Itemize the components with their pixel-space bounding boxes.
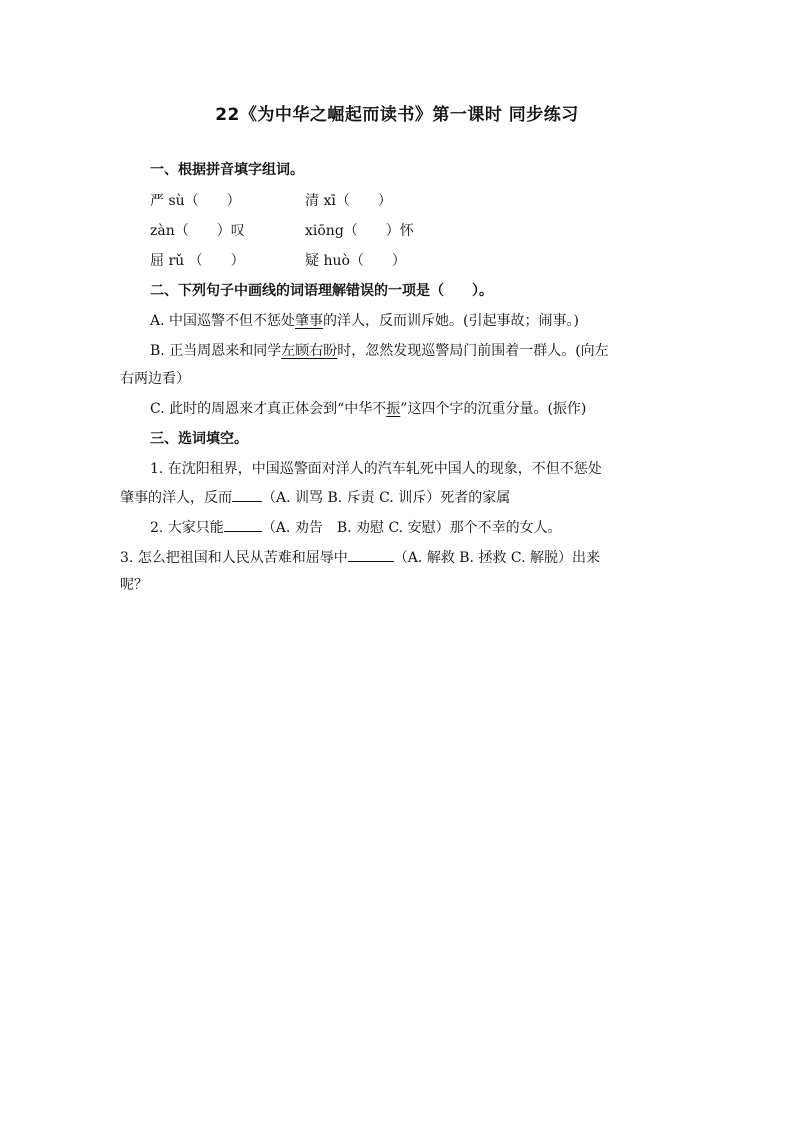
option-a-explanation: 的洋人，反而训斥她。(引起事故；闹事。) bbox=[323, 313, 579, 329]
pinyin-item-2: 清 xī（ ） bbox=[305, 193, 392, 209]
answer-blank-3[interactable] bbox=[348, 547, 394, 562]
question-2-choices: （A. 劝告 B. 劝慰 C. 安慰）那个不幸的女人。 bbox=[261, 520, 562, 536]
pinyin-item-5: 屈 rǔ （ ） bbox=[150, 253, 245, 269]
option-b-explanation: 时，忽然发现巡警局门前围着一群人。(向左 bbox=[337, 343, 609, 359]
question-1-text: 肇事的洋人，反而 bbox=[120, 490, 232, 506]
question-1-line-2 bbox=[120, 487, 510, 508]
section2-heading: 二、下列句子中画线的词语理解错误的一项是（ ）。 bbox=[150, 283, 493, 299]
option-c-underlined-word: 振 bbox=[386, 401, 401, 417]
pinyin-item-3: zàn（ ）叹 bbox=[150, 223, 245, 239]
pinyin-item-6: 疑 huò（ ） bbox=[305, 253, 406, 269]
question-3-text: 3. 怎么把祖国和人民从苦难和屈辱中 bbox=[120, 550, 348, 566]
section1-heading: 一、根据拼音填字组词。 bbox=[150, 162, 304, 178]
option-a bbox=[150, 311, 579, 331]
question-2 bbox=[150, 517, 562, 538]
option-b-continued: 右两边看） bbox=[120, 371, 190, 387]
section3-heading: 三、选词填空。 bbox=[150, 431, 248, 447]
option-a-text: A. 中国巡警不但不惩处 bbox=[150, 313, 296, 329]
answer-blank-1[interactable] bbox=[232, 487, 262, 502]
question-2-text: 2. 大家只能 bbox=[150, 520, 224, 536]
answer-blank-2[interactable] bbox=[224, 517, 262, 532]
option-a-underlined-word: 肇事 bbox=[295, 313, 324, 329]
question-1-line-1: 1. 在沈阳租界，中国巡警面对洋人的汽车轧死中国人的现象，不但不惩处 bbox=[150, 461, 602, 477]
question-1-choices: （A. 训骂 B. 斥责 C. 训斥）死者的家属 bbox=[262, 490, 511, 506]
option-c-text: C. 此时的周恩来才真正体会到“中华不 bbox=[150, 401, 387, 417]
page-title: 22《为中华之崛起而读书》第一课时 同步练习 bbox=[215, 105, 579, 125]
question-3-continued: 呢？ bbox=[120, 577, 148, 593]
option-c bbox=[150, 399, 586, 419]
option-b-underlined-word: 左顾右盼 bbox=[281, 343, 338, 359]
option-c-explanation: ”这四个字的沉重分量。(振作) bbox=[400, 401, 587, 417]
pinyin-item-1: 严 sù（ ） bbox=[150, 193, 241, 209]
option-b-text: B. 正当周恩来和同学 bbox=[150, 343, 282, 359]
option-b bbox=[150, 341, 609, 361]
question-3 bbox=[120, 547, 600, 568]
question-3-choices: （A. 解救 B. 拯救 C. 解脱）出来 bbox=[393, 550, 601, 566]
pinyin-item-4: xiōng（ ）怀 bbox=[305, 223, 414, 239]
